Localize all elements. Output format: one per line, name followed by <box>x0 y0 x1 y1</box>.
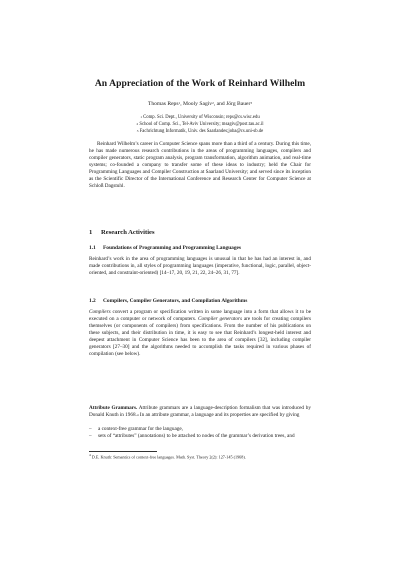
subsection-title: Foundations of Programming and Programming Languages <box>103 245 242 251</box>
list-dash: – <box>89 433 92 440</box>
section-title: Research Activities <box>101 229 155 236</box>
paragraph-text: Attribute grammars are a language-description formalism that was introduced by Donald Knuth in 1968. <box>89 405 311 419</box>
paragraph-text: convert a program or specification written in some language into a form that allows it to be executed on a computer or network of computers. <box>89 309 311 323</box>
abstract: Reinhard Wilhelm’s career in Computer Science spans more than a third of a century. During this time, he has made numerous research contributions in the areas of programming languages, compilers and compiler generators, static program analysis, program transformation, algorithm animation, and real-time systems; co-founded a company to transfer some of these ideas to industry; held the Chair for Programming Languages and Compiler Construction at Saarland University; and served since its inception as the Scientific Director of the International Conference and Research Center for Computer Science at Schloß Dagstuhl. <box>89 141 311 190</box>
affiliations <box>40 114 360 136</box>
footnote-mark: 4 <box>89 453 91 457</box>
author-name: Thomas Reps <box>147 101 179 107</box>
affiliation <box>40 128 360 135</box>
subsection-heading <box>89 245 311 251</box>
paragraph-programming-languages: Reinhard’s work in the area of programming languages is unusual in that he has had an interest in, and made contributions in, all styles of programming languages (imperative, functional, logic, parallel, object-oriented, and constraint-oriented) [14–17, 20, 19, 21, 22, 24–26, 31, 77]. <box>89 256 311 277</box>
paragraph-text: are tools for creating compilers themselves (or components of compilers) from specifications. From the number of his publications on these subjects, and their distribution in time, it is easy to see that Reinhard’s longest-held interest and deepest attachment in Computer Science has been to the area of compilers [32], including compiler generators [27–30] and the algorithms needed to accomplish the tasks required in various phases of compilation (see below). <box>89 316 311 358</box>
paragraph-run-in-heading: Attribute Grammars. <box>89 405 138 411</box>
section-number: 1 <box>89 229 93 236</box>
footnote-text: D.E. Knuth: Semantics of context-free languages. Math. Syst. Theory 2(2): 127-145 (1968). <box>91 454 246 460</box>
author-line <box>40 101 360 107</box>
affiliation-text: Comp. Sci. Dept., University of Wisconsin; reps@cs.wisc.edu <box>143 115 260 120</box>
author-name: Mooly Sagiv <box>183 101 213 107</box>
attribute-grammar-list <box>89 426 311 440</box>
list-item <box>89 426 311 433</box>
author-mark: 2 <box>212 100 214 105</box>
term-compilers: Compilers <box>89 309 111 315</box>
author-separator: , <box>180 101 184 107</box>
section-heading <box>89 229 311 236</box>
paragraph-attribute-grammars <box>89 405 311 419</box>
author-name: Jörg Bauer <box>226 101 251 107</box>
subsection-heading <box>89 298 311 304</box>
subsection-title: Compilers, Compiler Generators, and Compilation Algorithms <box>103 298 248 304</box>
list-item-text: a context-free grammar for the language, <box>98 426 183 432</box>
affiliation-mark: 1 <box>140 114 142 119</box>
subsection-number: 1.1 <box>89 245 96 251</box>
author-mark: 3 <box>250 100 253 105</box>
footnote-ref[interactable]: 4 <box>136 412 139 417</box>
affiliation <box>40 121 360 128</box>
list-dash: – <box>89 426 92 432</box>
subsection-number: 1.2 <box>89 298 96 304</box>
paragraph-compilers <box>89 309 311 358</box>
footnote <box>89 452 311 460</box>
paper-title: An Appreciation of the Work of Reinhard Wilhelm <box>94 78 306 89</box>
affiliation-mark: 3 <box>136 128 139 133</box>
affiliation <box>40 114 360 121</box>
list-item <box>89 433 311 440</box>
author-mark: 1 <box>178 100 181 105</box>
list-item-text: sets of “attributes” (annotations) to be attached to nodes of the grammar’s derivation trees, and <box>98 433 295 440</box>
affiliation-mark: 2 <box>136 121 139 126</box>
affiliation-text: Fachrichtung Informatik, Univ. des Saarlandes;joba@cs.uni-sb.de <box>139 129 264 135</box>
term-compiler-generators: Compiler generators <box>198 316 242 323</box>
author-separator: , and <box>213 101 227 107</box>
paragraph-text: In an attribute grammar, a language and its properties are specified by giving <box>138 412 300 419</box>
affiliation-text: School of Comp. Sci., Tel-Aviv University; msagiv@post.tau.ac.il <box>139 122 264 128</box>
